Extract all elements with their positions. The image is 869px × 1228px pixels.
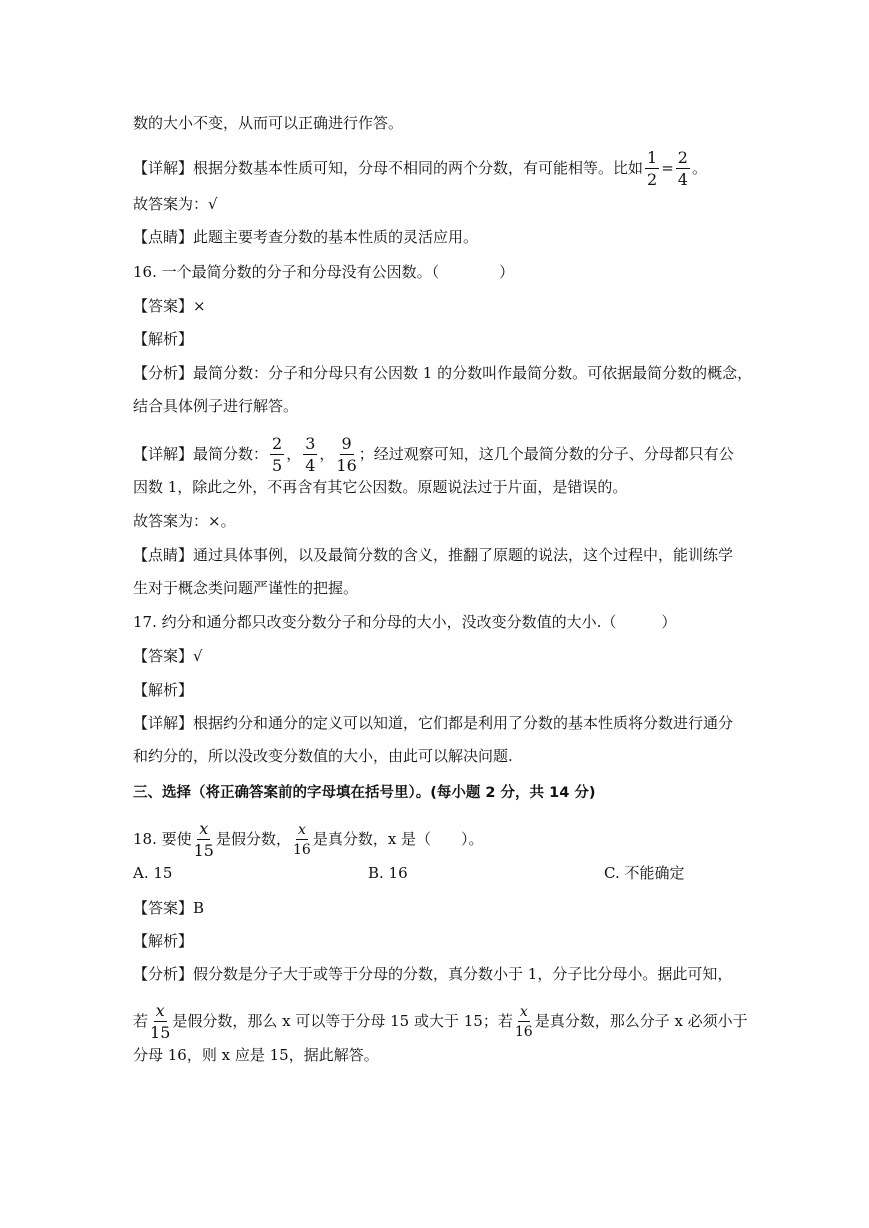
section-heading: 三、选择（将正确答案前的字母填在括号里）。(每小题 2 分，共 14 分) [133, 785, 596, 801]
detail-text: 【详解】根据分数基本性质可知，分母不相同的两个分数，有可能相等。比如 [133, 159, 644, 177]
fraction: $\frac{1}{2}$ [647, 148, 658, 189]
fraction: $\frac{x}{15}$ [150, 1001, 171, 1042]
analysis-18-line2: 若 $\frac{x}{15}$ 是假分数，那么 x 可以等于分母 15 或大于 15；若 $\frac{x}{16}$ 是真分数，那么分子 x 必须小于 [133, 1001, 748, 1042]
analysis-heading-18: 【解析】 [133, 932, 194, 950]
fraction: $\frac{2}{5}$ [272, 434, 283, 475]
question-17: 17. 约分和通分都只改变分数分子和分母的大小，没改变分数值的大小.（ ） [133, 613, 677, 631]
answer-line: 故答案为：√ [133, 195, 218, 213]
answer-17: 【答案】√ [133, 647, 203, 665]
question-18: 18. 要使 $\frac{x}{15}$ 是假分数， $\frac{x}{16}$ 是真分数，x 是（ ）。 [133, 819, 484, 860]
detail-16-line2: 因数 1，除此之外，不再含有其它公因数。原题说法过于片面，是错误的。 [133, 478, 628, 496]
option-c: C. 不能确定 [604, 864, 685, 882]
question-16: 16. 一个最简分数的分子和分母没有公因数。（ ） [133, 263, 515, 281]
answer-18: 【答案】B [133, 899, 205, 917]
fraction: $\frac{3}{4}$ [305, 434, 316, 475]
comment-line: 【点睛】此题主要考查分数的基本性质的灵活应用。 [133, 228, 479, 246]
analysis-heading-17: 【解析】 [133, 681, 194, 699]
fraction: $\frac{x}{16}$ [293, 822, 311, 858]
text-line: 数的大小不变，从而可以正确进行作答。 [133, 114, 404, 132]
detail-17-line2: 和约分的，所以没改变分数值的大小，由此可以解决问题. [133, 747, 513, 765]
fraction: $\frac{2}{4}$ [677, 148, 688, 189]
option-a: A. 15 [133, 864, 173, 882]
fraction: $\frac{9}{16}$ [336, 434, 357, 475]
answer-conclusion-16: 故答案为：×。 [133, 512, 236, 530]
analysis-18-line3: 分母 16，则 x 应是 15，据此解答。 [133, 1046, 379, 1064]
equals-sign: = [661, 159, 674, 177]
detail-line: 【详解】根据分数基本性质可知，分母不相同的两个分数，有可能相等。比如 $\frac{1}{2}$ = $\frac{2}{4}$ 。 [133, 148, 707, 189]
comment-16-line1: 【点睛】通过具体事例，以及最简分数的含义，推翻了原题的说法，这个过程中，能训练学 [133, 546, 734, 564]
analysis-16-line2: 结合具体例子进行解答。 [133, 397, 299, 415]
detail-17-line1: 【详解】根据约分和通分的定义可以知道，它们都是利用了分数的基本性质将分数进行通分 [133, 714, 734, 732]
fraction: $\frac{x}{16}$ [514, 1004, 533, 1040]
analysis-heading-16: 【解析】 [133, 330, 194, 348]
option-b: B. 16 [368, 864, 408, 882]
detail-16-line1: 【详解】最简分数： $\frac{2}{5}$ ， $\frac{3}{4}$ ， $\frac{9}{16}$ ；经过观察可知，这几个最简分数的分子、分母都只有公 [133, 434, 734, 475]
analysis-16-line1: 【分析】最简分数：分子和分母只有公因数 1 的分数叫作最简分数。可依据最简分数的概念， [133, 364, 753, 382]
answer-16: 【答案】× [133, 297, 206, 315]
fraction: $\frac{x}{15}$ [193, 819, 214, 860]
analysis-18-line1: 【分析】假分数是分子大于或等于分母的分数，真分数小于 1，分子比分母小。据此可知， [133, 965, 733, 983]
comment-16-line2: 生对于概念类问题严谨性的把握。 [133, 579, 359, 597]
